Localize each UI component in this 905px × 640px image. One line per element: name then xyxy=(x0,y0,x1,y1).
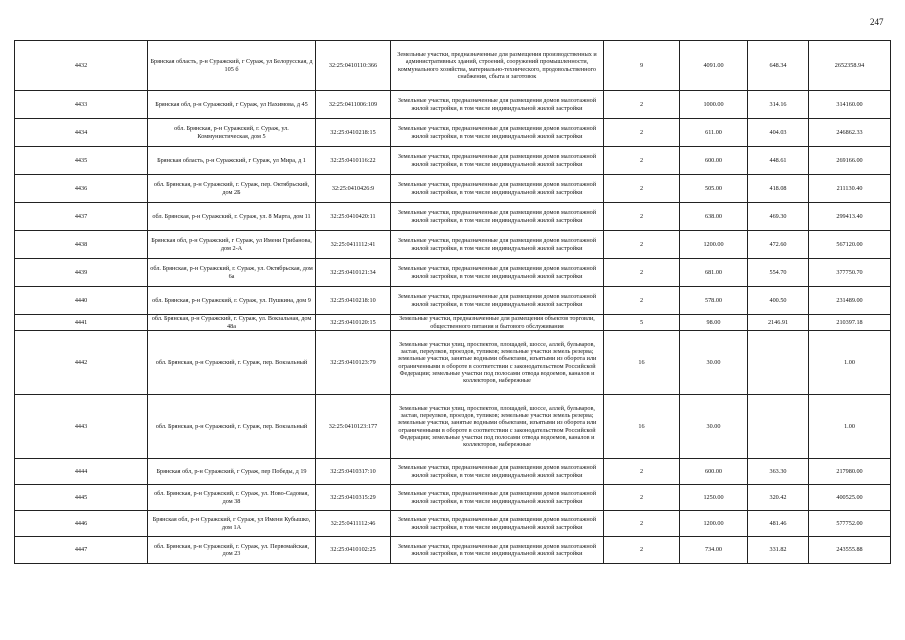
row-group: 2 xyxy=(604,147,680,175)
row-land-use: Земельные участки, предназначенные для размещения объектов торговли, общественного питания и бытового обслуживания xyxy=(391,315,604,331)
row-group: 16 xyxy=(604,395,680,459)
row-id: 4444 xyxy=(15,459,148,485)
row-specific-value: 448.61 xyxy=(748,147,809,175)
row-id: 4433 xyxy=(15,91,148,119)
row-cadastral-value: 577752.00 xyxy=(809,511,891,537)
row-cadastral-value: 1.00 xyxy=(809,395,891,459)
row-id: 4434 xyxy=(15,119,148,147)
row-id: 4437 xyxy=(15,203,148,231)
row-area: 98.00 xyxy=(680,315,748,331)
row-address: обл. Брянская, р-н Суражский, г. Сураж, ул. Коммунистическая, дом 5 xyxy=(148,119,316,147)
row-cadastral-number: 32:25:0410317:10 xyxy=(316,459,391,485)
row-id: 4435 xyxy=(15,147,148,175)
row-id: 4438 xyxy=(15,231,148,259)
row-land-use: Земельные участки, предназначенные для размещения домов малоэтажной жилой застройки, в том числе индивидуальной жилой застройки xyxy=(391,119,604,147)
row-cadastral-value: 1.00 xyxy=(809,331,891,395)
row-area: 681.00 xyxy=(680,259,748,287)
row-id: 4432 xyxy=(15,41,148,91)
table-row xyxy=(15,537,891,564)
row-group: 2 xyxy=(604,203,680,231)
row-address: обл. Брянская, р-н Суражский, г. Сураж, ул. 8 Марта, дом 11 xyxy=(148,203,316,231)
row-group: 9 xyxy=(604,41,680,91)
row-specific-value: 472.60 xyxy=(748,231,809,259)
row-cadastral-value: 377750.70 xyxy=(809,259,891,287)
row-address: Брянская обл, р-н Суражский, г Сураж, ул Имени Грибанова, дом 2-А xyxy=(148,231,316,259)
row-specific-value: 554.70 xyxy=(748,259,809,287)
row-cadastral-number: 32:25:0410123:79 xyxy=(316,331,391,395)
row-area: 30.00 xyxy=(680,331,748,395)
table-row xyxy=(15,91,891,119)
row-group: 2 xyxy=(604,231,680,259)
row-id: 4440 xyxy=(15,287,148,315)
table-row xyxy=(15,511,891,537)
table-row xyxy=(15,203,891,231)
row-cadastral-value: 269166.00 xyxy=(809,147,891,175)
row-area: 1200.00 xyxy=(680,231,748,259)
row-group: 5 xyxy=(604,315,680,331)
row-cadastral-number: 32:25:0410420:11 xyxy=(316,203,391,231)
row-cadastral-number: 32:25:0410120:15 xyxy=(316,315,391,331)
row-area: 638.00 xyxy=(680,203,748,231)
row-specific-value: 469.30 xyxy=(748,203,809,231)
row-group: 16 xyxy=(604,331,680,395)
row-address: обл. Брянская, р-н Суражский, г. Сураж, пер. Вокзальный xyxy=(148,331,316,395)
row-cadastral-value: 243555.88 xyxy=(809,537,891,564)
row-specific-value: 2146.91 xyxy=(748,315,809,331)
row-cadastral-value: 217980.00 xyxy=(809,459,891,485)
row-land-use: Земельные участки, предназначенные для размещения домов малоэтажной жилой застройки, в том числе индивидуальной жилой застройки xyxy=(391,147,604,175)
row-cadastral-number: 32:25:0410426:9 xyxy=(316,175,391,203)
row-cadastral-value: 567120.00 xyxy=(809,231,891,259)
row-cadastral-value: 400525.00 xyxy=(809,485,891,511)
row-area: 4091.00 xyxy=(680,41,748,91)
table-row xyxy=(15,485,891,511)
row-land-use: Земельные участки, предназначенные для размещения домов малоэтажной жилой застройки, в том числе индивидуальной жилой застройки xyxy=(391,537,604,564)
page-number: 247 xyxy=(870,17,884,27)
row-land-use: Земельные участки, предназначенные для размещения домов малоэтажной жилой застройки, в том числе индивидуальной жилой застройки xyxy=(391,231,604,259)
table-row xyxy=(15,287,891,315)
row-specific-value: 481.46 xyxy=(748,511,809,537)
row-cadastral-number: 32:25:0411006:109 xyxy=(316,91,391,119)
row-cadastral-value: 299413.40 xyxy=(809,203,891,231)
row-cadastral-number: 32:25:0410116:22 xyxy=(316,147,391,175)
row-group: 2 xyxy=(604,91,680,119)
row-cadastral-value: 231489.00 xyxy=(809,287,891,315)
row-specific-value: 400.50 xyxy=(748,287,809,315)
row-land-use: Земельные участки, предназначенные для размещения производственных и административных зданий, строений, сооружений промышленности, коммунального хозяйства, материально-технического, продовольственного снабжения, сбыта и заготовок xyxy=(391,41,604,91)
row-group: 2 xyxy=(604,175,680,203)
row-cadastral-value: 211130.40 xyxy=(809,175,891,203)
row-land-use: Земельные участки, предназначенные для размещения домов малоэтажной жилой застройки, в том числе индивидуальной жилой застройки xyxy=(391,485,604,511)
table-row xyxy=(15,119,891,147)
row-specific-value: 363.30 xyxy=(748,459,809,485)
row-cadastral-number: 32:25:0411112:41 xyxy=(316,231,391,259)
row-area: 734.00 xyxy=(680,537,748,564)
row-land-use: Земельные участки улиц, проспектов, площадей, шоссе, аллей, бульваров, застав, переулков, проездов, тупиков; земельные участки земель резерва; земельные участки, занятые водными объектами, изъятыми из оборота или ограниченными в обороте в соответствии с законодательством Российской Федерации; земельные участки под полосами отвода водоемов, каналов и коллекторов, набережные xyxy=(391,395,604,459)
row-area: 1200.00 xyxy=(680,511,748,537)
table-row xyxy=(15,259,891,287)
row-area: 600.00 xyxy=(680,459,748,485)
table-row xyxy=(15,175,891,203)
row-cadastral-value: 314160.00 xyxy=(809,91,891,119)
row-specific-value: 648.34 xyxy=(748,41,809,91)
row-area: 600.00 xyxy=(680,147,748,175)
row-area: 30.00 xyxy=(680,395,748,459)
row-id: 4441 xyxy=(15,315,148,331)
row-area: 611.00 xyxy=(680,119,748,147)
row-id: 4439 xyxy=(15,259,148,287)
row-cadastral-value: 210397.18 xyxy=(809,315,891,331)
row-cadastral-number: 32:25:0410123:177 xyxy=(316,395,391,459)
row-address: обл. Брянская, р-н Суражский, г. Сураж, ул. Ново-Садовая, дом 38 xyxy=(148,485,316,511)
row-cadastral-number: 32:25:0411112:46 xyxy=(316,511,391,537)
row-address: Брянская область, р-н Суражский, г Сураж, ул Белорусская, д 105 б xyxy=(148,41,316,91)
row-id: 4447 xyxy=(15,537,148,564)
row-id: 4446 xyxy=(15,511,148,537)
row-specific-value: 331.82 xyxy=(748,537,809,564)
row-cadastral-value: 2652358.94 xyxy=(809,41,891,91)
row-cadastral-number: 32:25:0410218:15 xyxy=(316,119,391,147)
row-cadastral-value: 246862.33 xyxy=(809,119,891,147)
row-specific-value: 418.08 xyxy=(748,175,809,203)
row-address: Брянская обл, р-н Суражский, г Сураж, ул Имени Кубышко, дом 1А xyxy=(148,511,316,537)
row-address: обл. Брянская, р-н Суражский, г. Сураж, ул. Пушкина, дом 9 xyxy=(148,287,316,315)
row-id: 4445 xyxy=(15,485,148,511)
row-specific-value xyxy=(748,331,809,395)
row-address: Брянская обл, р-н Суражский, г Сураж, пер Победы, д 19 xyxy=(148,459,316,485)
row-land-use: Земельные участки, предназначенные для размещения домов малоэтажной жилой застройки, в том числе индивидуальной жилой застройки xyxy=(391,175,604,203)
row-land-use: Земельные участки, предназначенные для размещения домов малоэтажной жилой застройки, в том числе индивидуальной жилой застройки xyxy=(391,259,604,287)
row-land-use: Земельные участки, предназначенные для размещения домов малоэтажной жилой застройки, в том числе индивидуальной жилой застройки xyxy=(391,91,604,119)
row-land-use: Земельные участки, предназначенные для размещения домов малоэтажной жилой застройки, в том числе индивидуальной жилой застройки xyxy=(391,203,604,231)
cadastral-value-table xyxy=(14,40,891,564)
row-id: 4442 xyxy=(15,331,148,395)
row-area: 1000.00 xyxy=(680,91,748,119)
row-cadastral-number: 32:25:0410121:34 xyxy=(316,259,391,287)
row-address: обл. Брянская, р-н Суражский, г. Сураж, пер. Октябрьский, дом 2Б xyxy=(148,175,316,203)
row-cadastral-number: 32:25:0410315:29 xyxy=(316,485,391,511)
table-row xyxy=(15,41,891,91)
row-address: обл. Брянская, р-н Суражский, г. Сураж, ул. Первомайская, дом 23 xyxy=(148,537,316,564)
table-row xyxy=(15,231,891,259)
row-cadastral-number: 32:25:0410218:10 xyxy=(316,287,391,315)
row-group: 2 xyxy=(604,485,680,511)
table-row xyxy=(15,315,891,331)
row-group: 2 xyxy=(604,119,680,147)
row-land-use: Земельные участки улиц, проспектов, площадей, шоссе, аллей, бульваров, застав, переулков, проездов, тупиков; земельные участки земель резерва; земельные участки, занятые водными объектами, изъятыми из оборота или ограниченными в обороте в соответствии с законодательством Российской Федерации; земельные участки под полосами отвода водоемов, каналов и коллекторов, набережные xyxy=(391,331,604,395)
table-row xyxy=(15,459,891,485)
row-id: 4443 xyxy=(15,395,148,459)
row-specific-value xyxy=(748,395,809,459)
row-area: 505.00 xyxy=(680,175,748,203)
row-address: обл. Брянская, р-н Суражский, г. Сураж, ул. Октябрьская, дом 6а xyxy=(148,259,316,287)
row-group: 2 xyxy=(604,459,680,485)
row-group: 2 xyxy=(604,537,680,564)
row-area: 578.00 xyxy=(680,287,748,315)
row-area: 1250.00 xyxy=(680,485,748,511)
row-address: Брянская обл, р-н Суражский, г Сураж, ул Нахимова, д 45 xyxy=(148,91,316,119)
row-address: обл. Брянская, р-н Суражский, г. Сураж, ул. Вокзальная, дом 48а xyxy=(148,315,316,331)
row-group: 2 xyxy=(604,287,680,315)
row-land-use: Земельные участки, предназначенные для размещения домов малоэтажной жилой застройки, в том числе индивидуальной жилой застройки xyxy=(391,287,604,315)
table-row xyxy=(15,395,891,459)
row-group: 2 xyxy=(604,259,680,287)
row-id: 4436 xyxy=(15,175,148,203)
row-cadastral-number: 32:25:0410102:25 xyxy=(316,537,391,564)
row-specific-value: 320.42 xyxy=(748,485,809,511)
row-address: Брянская область, р-н Суражский, г Сураж, ул Мира, д 1 xyxy=(148,147,316,175)
table-row xyxy=(15,147,891,175)
row-specific-value: 314.16 xyxy=(748,91,809,119)
table-row xyxy=(15,331,891,395)
row-group: 2 xyxy=(604,511,680,537)
row-specific-value: 404.03 xyxy=(748,119,809,147)
row-address: обл. Брянская, р-н Суражский, г. Сураж, пер. Вокзальный xyxy=(148,395,316,459)
row-land-use: Земельные участки, предназначенные для размещения домов малоэтажной жилой застройки, в том числе индивидуальной жилой застройки xyxy=(391,511,604,537)
row-land-use: Земельные участки, предназначенные для размещения домов малоэтажной жилой застройки, в том числе индивидуальной жилой застройки xyxy=(391,459,604,485)
row-cadastral-number: 32:25:0410110:366 xyxy=(316,41,391,91)
